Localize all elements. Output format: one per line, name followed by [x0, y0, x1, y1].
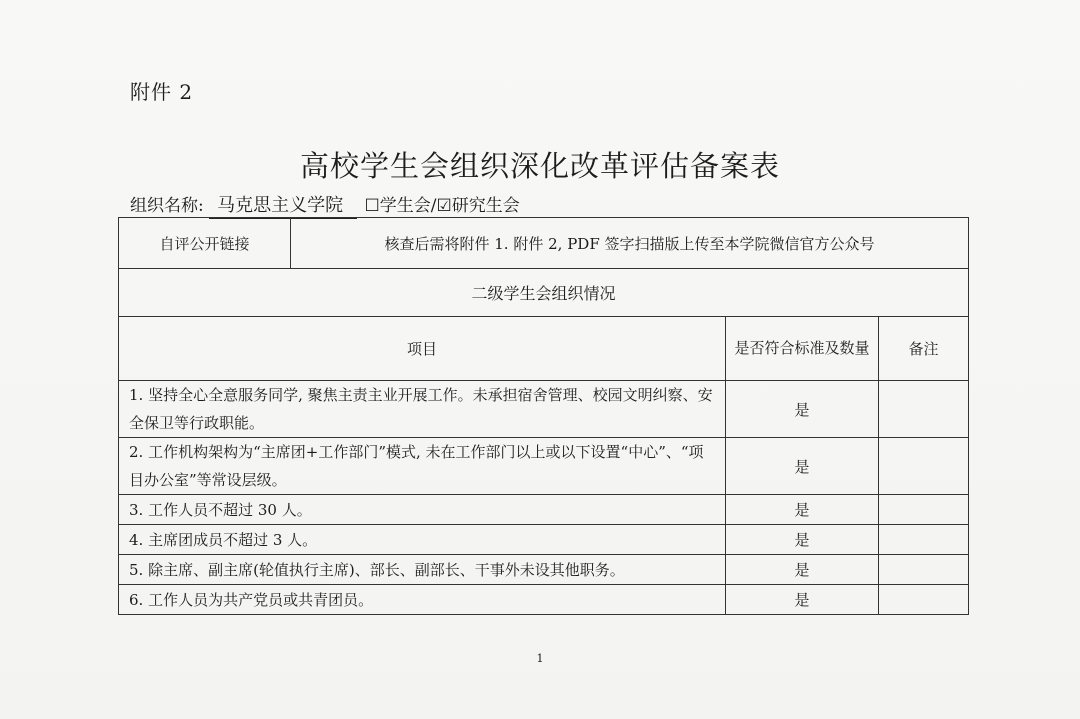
organization-type-checkboxes: ☐学生会/☑研究生会 — [364, 196, 520, 216]
row-item: 5. 除主席、副主席(轮值执行主席)、部长、副部长、干事外未设其他职务。 — [119, 555, 726, 585]
row-compliance: 是 — [726, 495, 879, 525]
table-header-row — [119, 317, 969, 381]
section-row — [119, 269, 969, 317]
row-remarks — [879, 438, 969, 495]
organization-name: 马克思主义学院 — [209, 191, 357, 219]
row-remarks — [879, 555, 969, 585]
row-remarks — [879, 585, 969, 615]
table-row — [119, 525, 969, 555]
row-item: 2. 工作机构架构为“主席团+工作部门”模式, 未在工作部门以上或以下设置“中心”、“项目办公室”等常设层级。 — [119, 438, 726, 495]
row-remarks — [879, 525, 969, 555]
table-row — [119, 438, 969, 495]
link-row — [119, 218, 969, 269]
row-compliance: 是 — [726, 525, 879, 555]
row-remarks — [879, 381, 969, 438]
attachment-label: 附件 2 — [130, 80, 194, 104]
table-row — [119, 555, 969, 585]
row-item: 3. 工作人员不超过 30 人。 — [119, 495, 726, 525]
page-number: 1 — [536, 652, 544, 665]
row-compliance: 是 — [726, 438, 879, 495]
row-item: 4. 主席团成员不超过 3 人。 — [119, 525, 726, 555]
table-row — [119, 381, 969, 438]
row-compliance: 是 — [726, 585, 879, 615]
document-title: 高校学生会组织深化改革评估备案表 — [299, 149, 780, 183]
section-title: 二级学生会组织情况 — [119, 269, 969, 317]
row-compliance: 是 — [726, 555, 879, 585]
row-compliance: 是 — [726, 381, 879, 438]
link-label: 自评公开链接 — [119, 218, 291, 269]
row-item: 1. 坚持全心全意服务同学, 聚焦主责主业开展工作。未承担宿舍管理、校园文明纠察、安全保卫等行政职能。 — [119, 381, 726, 438]
table-row — [119, 585, 969, 615]
header-item: 项目 — [119, 317, 726, 381]
header-compliance: 是否符合标准及数量 — [726, 317, 879, 381]
row-item: 6. 工作人员为共产党员或共青团员。 — [119, 585, 726, 615]
table-row — [119, 495, 969, 525]
link-value: 核查后需将附件 1. 附件 2, PDF 签字扫描版上传至本学院微信官方公众号 — [291, 218, 969, 269]
header-remarks: 备注 — [879, 317, 969, 381]
organization-line — [130, 191, 520, 219]
organization-label: 组织名称: — [130, 196, 204, 216]
filing-table — [118, 217, 969, 615]
row-remarks — [879, 495, 969, 525]
